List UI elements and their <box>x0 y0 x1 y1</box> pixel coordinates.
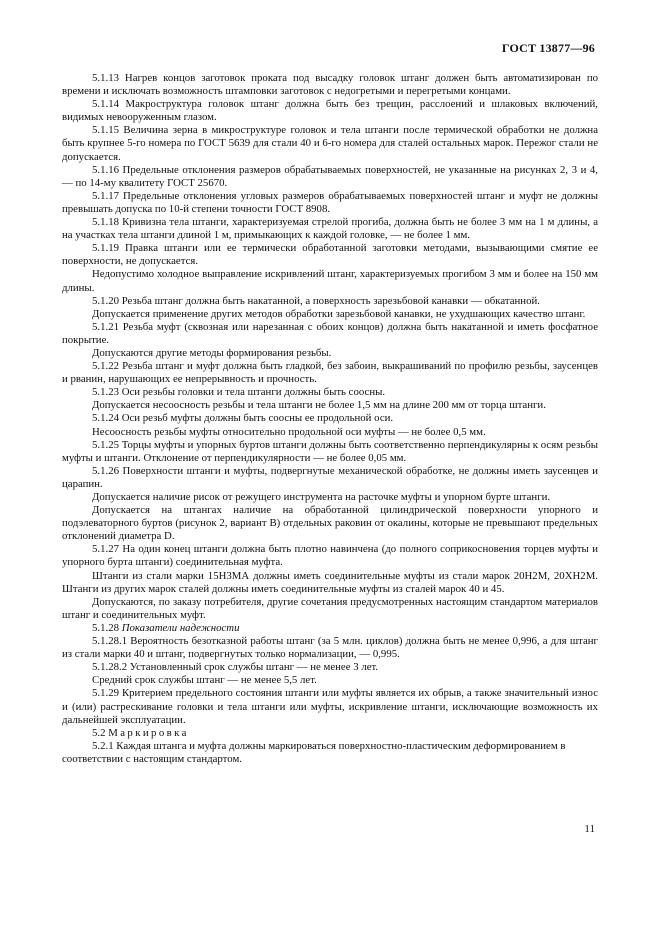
section-number-5-2: 5.2 <box>92 726 106 739</box>
paragraph-5-1-28-2: 5.1.28.2 Установленный срок службы штанг — не менее 3 лет. <box>92 661 379 674</box>
document-body <box>62 72 598 766</box>
marking-heading: Маркировка <box>108 726 189 739</box>
paragraph-mean-service-life: Средний срок службы штанг — не менее 5,5 лет. <box>92 674 317 687</box>
paragraph-5-1-23: 5.1.23 Оси резьбы головки и тела штанги должны быть соосны. <box>92 386 386 399</box>
paragraph-5-1-24: 5.1.24 Оси резьб муфты должны быть соосны ее продольной оси. <box>92 412 394 425</box>
paragraph-cold-straightening: Недопустимо холодное выправление искривлений штанг, характеризуемых прогибом 3 мм и более на 150 мм длины. <box>62 268 598 294</box>
paragraph-5-1-22: 5.1.22 Резьба штанг и муфт должна быть гладкой, без забоин, выкрашиваний по профилю резьбы, заусенцев и рванин, нарушающих ее непрерывность и прочность. <box>62 360 598 386</box>
paragraph-5-1-20: 5.1.20 Резьба штанг должна быть накатанной, а поверхность зарезьбовой канавки — обкатанной. <box>92 294 540 307</box>
paragraph-5-1-21: 5.1.21 Резьба муфт (сквозная или нарезанная с обоих концов) должна быть накатанной и иметь фосфатное покрытие. <box>62 320 598 346</box>
paragraph-5-1-17: 5.1.17 Предельные отклонения угловых размеров обрабатываемых поверхностей штанг и муфт не должны превышать допуска по 10-й степени точности ГОСТ 8908. <box>62 189 598 215</box>
section-number-5-1-28: 5.1.28 <box>92 621 119 634</box>
paragraph-5-1-25: 5.1.25 Торцы муфты и упорных буртов штанги должны быть соответственно перпендикулярны к осям резьбы муфты и штанги. Отклонение от перпендикулярности — не более 0,05 мм. <box>62 438 598 464</box>
reliability-heading: Показатели надежности <box>121 621 240 634</box>
paragraph-5-2-1: 5.2.1 Каждая штанга и муфта должны маркироваться поверхностно-пластическим деформированием в соответствии с настоящим стандартом. <box>62 739 566 765</box>
paragraph-5-2 <box>62 727 598 740</box>
paragraph-other-thread-methods: Допускаются другие методы формирования резьбы. <box>92 346 332 359</box>
paragraph-customer-combinations: Допускаются, по заказу потребителя, другие сочетания предусмотренных настоящим стандартом материалов штанг и соединительных муфт. <box>62 595 598 621</box>
paragraph-5-1-15: 5.1.15 Величина зерна в микроструктуре головок и тела штанги после термической обработки не должна быть крупнее 5-го номера по ГОСТ 5639 для стали 40 и 6-го номера для сталей остальных марок. Пережог стали не допускается. <box>62 124 598 163</box>
paragraph-5-1-14: 5.1.14 Макроструктура головок штанг должна быть без трещин, расслоений и шлаковых включений, видимых невооруженным глазом. <box>62 98 598 124</box>
paragraph-other-groove-methods: Допускается применение других методов обработки зарезьбовой канавки, не ухудшающих качество штанг. <box>92 307 586 320</box>
paragraph-5-1-29: 5.1.29 Критерием предельного состояния штанги или муфты является их обрыв, а также значительный износ и (или) растрескивание головки и тела штанги или муфты, искривление штанги, исключающие возможность их дальнейшей эксплуатации. <box>62 687 598 726</box>
paragraph-5-1-26: 5.1.26 Поверхности штанги и муфты, подвергнутые механической обработке, не должны иметь заусенцев и царапин. <box>62 464 598 490</box>
paragraph-scale-pits: Допускается на штангах наличие на обработанной цилиндрической поверхности упорного и подэлеваторного буртов (рисунок 2, вариант В) отдельных раковин от окалины, которые не превышают предельных отклонений диаметра D. <box>62 504 598 543</box>
paragraph-coupling-steel-grades: Штанги из стали марки 15Н3МА должны иметь соединительные муфты из стали марок 20Н2М, 20ХН2М. Штанги из других марок сталей должны иметь соединительные муфты из сталей марок 40 и 45. <box>62 569 598 595</box>
paragraph-tool-marks: Допускается наличие рисок от режущего инструмента на расточке муфты и упорном бурте штанги. <box>92 491 551 503</box>
paragraph-5-1-18: 5.1.18 Кривизна тела штанги, характеризуемая стрелой прогиба, должна быть не более 3 мм на 1 м длины, а на участках тела штанги длиной 1 м, примыкающих к каждой головке, — не более 1 мм. <box>62 216 598 242</box>
paragraph-5-1-28-1: 5.1.28.1 Вероятность безотказной работы штанг (за 5 млн. циклов) должна быть не менее 0,996, а для штанг из стали марки 40 и штанг, подвергнутых только нормализации, — 0,995. <box>62 635 598 661</box>
document-id-header: ГОСТ 13877—96 <box>501 41 595 55</box>
paragraph-5-1-13: 5.1.13 Нагрев концов заготовок проката под высадку головок штанг должен быть автоматизирован по времени и исключать возможность штамповки заготовок с недогретыми и перегретыми концами. <box>62 72 598 98</box>
paragraph-5-1-19: 5.1.19 Правка штанги или ее термически обработанной заготовки методами, вызывающими смятие ее поверхности, не допускается. <box>62 242 598 268</box>
paragraph-5-1-27: 5.1.27 На один конец штанги должна быть плотно навинчена (до полного соприкосновения торцев муфты и упорного бурта штанги) соединительная муфта. <box>62 543 598 569</box>
paragraph-5-1-28 <box>62 622 598 635</box>
paragraph-coupling-misalignment: Несоосность резьбы муфты относительно продольной оси муфты — не более 0,5 мм. <box>92 425 486 438</box>
paragraph-thread-misalignment: Допускается несоосность резьбы и тела штанги не более 1,5 мм на длине 200 мм от торца штанги. <box>92 399 546 412</box>
page-number: 11 <box>584 823 595 835</box>
paragraph-5-1-16: 5.1.16 Предельные отклонения размеров обрабатываемых поверхностей, не указанные на рисунках 2, 3 и 4, — по 14-му квалитету ГОСТ 25670. <box>62 163 598 189</box>
